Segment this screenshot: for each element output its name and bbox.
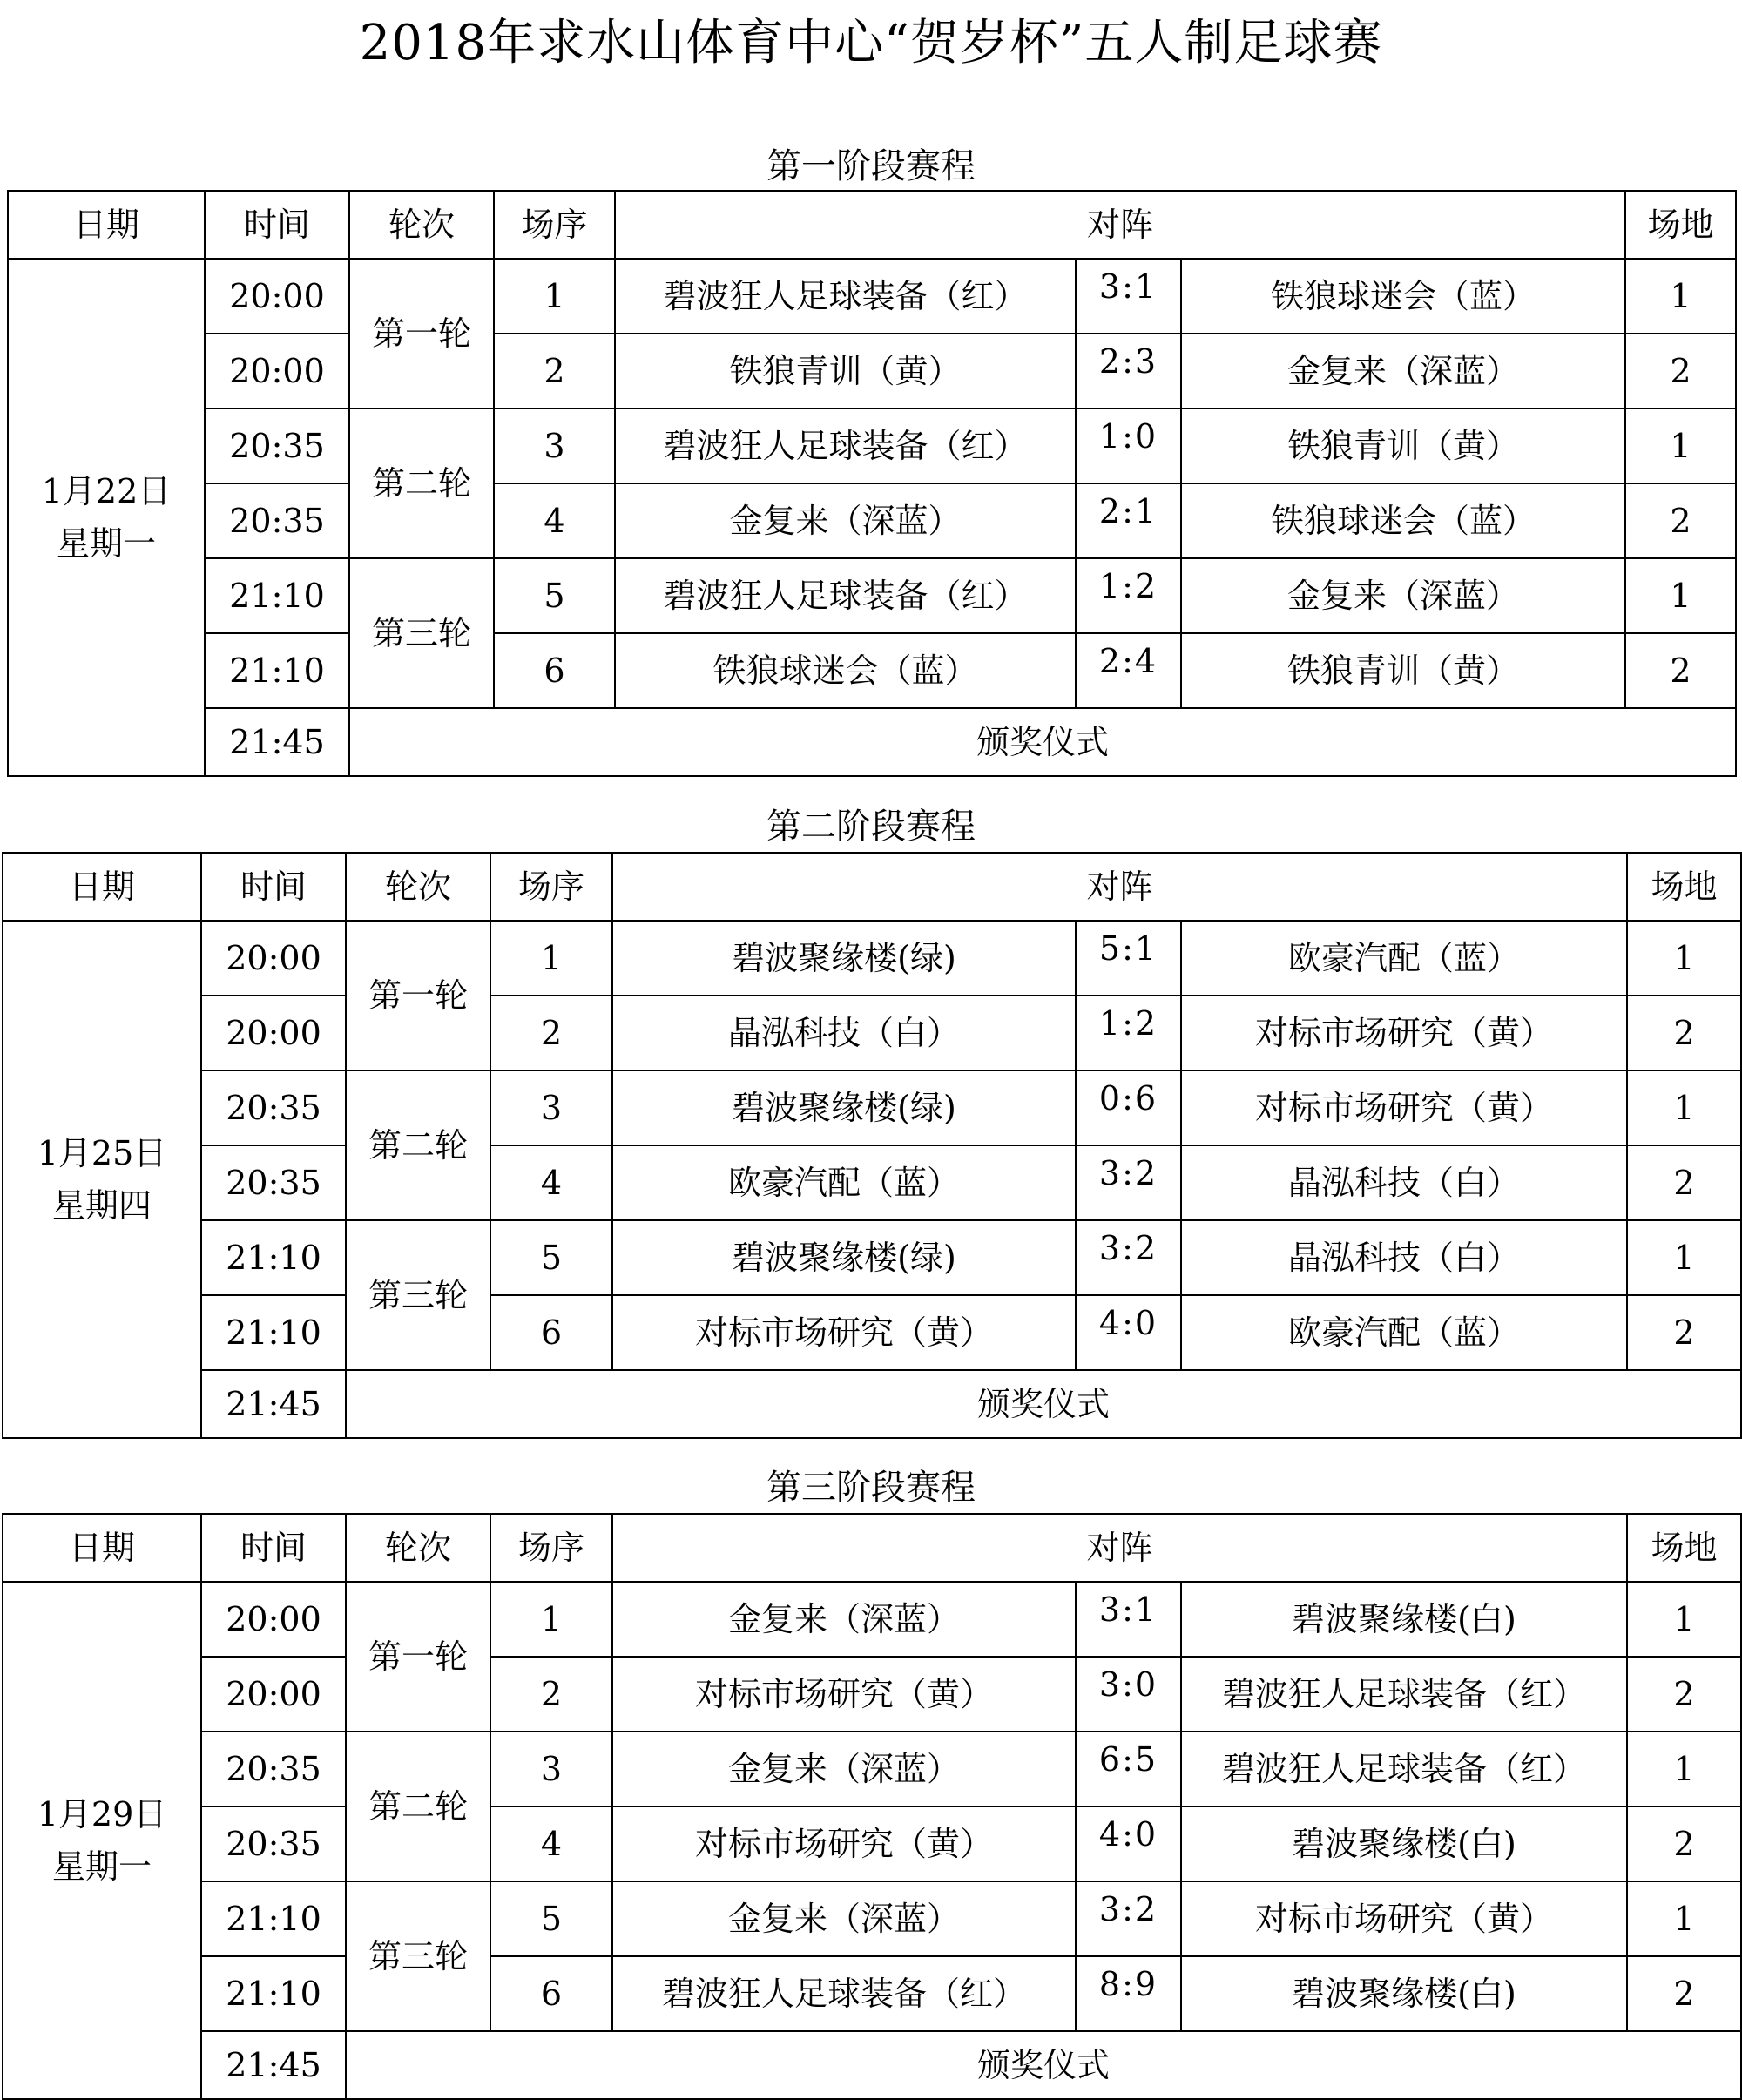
venue-cell: 2 [1625,483,1736,558]
round-cell: 第三轮 [346,1881,490,2031]
away-team-cell: 铁狼青训（黄） [1181,409,1625,483]
round-cell: 第三轮 [346,1220,490,1370]
table-row [8,483,1736,558]
away-team-cell: 铁狼青训（黄） [1181,633,1625,708]
time-cell: 21:45 [201,1370,346,1438]
round-cell: 第一轮 [349,259,494,409]
round-cell: 第二轮 [346,1732,490,1881]
score-cell: 3:2 [1076,1145,1181,1220]
venue-cell: 2 [1627,1956,1741,2031]
time-cell: 20:00 [205,259,349,334]
venue-cell: 2 [1627,1806,1741,1881]
stage-3-schedule-table [2,1513,1742,2100]
score-cell: 2:1 [1076,483,1181,558]
home-team-cell: 碧波聚缘楼(绿) [612,921,1076,996]
home-team-cell: 对标市场研究（黄） [612,1806,1076,1881]
score-cell: 1:0 [1076,409,1181,483]
header-match: 对阵 [612,853,1627,921]
weekday-text: 星期一 [51,1847,152,1886]
header-row [3,853,1741,921]
score-cell: 3:2 [1076,1881,1181,1956]
ceremony-cell: 颁奖仪式 [346,1370,1741,1438]
score-cell: 3:1 [1076,259,1181,334]
table-row [8,558,1736,633]
stage-3-title: 第三阶段赛程 [766,1468,976,1508]
header-date: 日期 [3,853,201,921]
score-cell: 1:2 [1076,996,1181,1070]
order-cell: 4 [490,1806,612,1881]
time-cell: 20:35 [205,483,349,558]
header-time: 时间 [201,853,346,921]
table-row [3,1956,1741,2031]
table-row [3,1732,1741,1806]
venue-cell: 1 [1625,259,1736,334]
venue-cell: 1 [1627,1070,1741,1145]
table-row [8,409,1736,483]
table-row [3,1582,1741,1657]
time-cell: 20:35 [201,1732,346,1806]
time-cell: 20:00 [205,334,349,409]
date-text: 1月29日 [37,1795,167,1833]
header-row [3,1514,1741,1582]
order-cell: 5 [494,558,615,633]
away-team-cell: 对标市场研究（黄） [1181,996,1627,1070]
score-cell: 2:4 [1076,633,1181,708]
ceremony-row [3,2031,1741,2099]
header-date: 日期 [8,191,205,259]
score-cell: 5:1 [1076,921,1181,996]
ceremony-cell: 颁奖仪式 [346,2031,1741,2099]
away-team-cell: 对标市场研究（黄） [1181,1070,1627,1145]
time-cell: 21:10 [201,1220,346,1295]
header-round: 轮次 [346,853,490,921]
home-team-cell: 碧波狂人足球装备（红） [612,1956,1076,2031]
order-cell: 2 [494,334,615,409]
home-team-cell: 碧波狂人足球装备（红） [615,409,1076,483]
score-cell: 3:1 [1076,1582,1181,1657]
table-row [3,1295,1741,1370]
score-cell: 4:0 [1076,1295,1181,1370]
order-cell: 1 [490,921,612,996]
venue-cell: 1 [1627,921,1741,996]
venue-cell: 2 [1625,334,1736,409]
order-cell: 5 [490,1220,612,1295]
order-cell: 1 [490,1582,612,1657]
venue-cell: 1 [1625,409,1736,483]
header-venue: 场地 [1627,1514,1741,1582]
page-title: 2018年求水山体育中心“贺岁杯”五人制足球赛 [359,15,1383,71]
away-team-cell: 碧波聚缘楼(白) [1181,1582,1627,1657]
away-team-cell: 欧豪汽配（蓝） [1181,921,1627,996]
away-team-cell: 金复来（深蓝） [1181,558,1625,633]
time-cell: 21:45 [201,2031,346,2099]
time-cell: 20:35 [201,1070,346,1145]
stage-2-title: 第二阶段赛程 [766,807,976,847]
date-text: 1月25日 [37,1134,167,1172]
away-team-cell: 金复来（深蓝） [1181,334,1625,409]
header-venue: 场地 [1625,191,1736,259]
round-cell: 第二轮 [349,409,494,558]
header-order: 场序 [490,1514,612,1582]
table-row [3,996,1741,1070]
order-cell: 3 [490,1070,612,1145]
table-row [8,259,1736,334]
table-row [3,1145,1741,1220]
home-team-cell: 对标市场研究（黄） [612,1657,1076,1732]
header-time: 时间 [205,191,349,259]
away-team-cell: 铁狼球迷会（蓝） [1181,483,1625,558]
time-cell: 20:00 [201,921,346,996]
round-cell: 第二轮 [346,1070,490,1220]
date-cell [8,259,205,776]
time-cell: 20:35 [205,409,349,483]
date-cell [3,921,201,1438]
home-team-cell: 金复来（深蓝） [615,483,1076,558]
table-row [3,1806,1741,1881]
header-row [8,191,1736,259]
venue-cell: 2 [1627,1145,1741,1220]
home-team-cell: 碧波聚缘楼(绿) [612,1220,1076,1295]
home-team-cell: 金复来（深蓝） [612,1732,1076,1806]
away-team-cell: 碧波狂人足球装备（红） [1181,1732,1627,1806]
header-order: 场序 [494,191,615,259]
time-cell: 20:00 [201,996,346,1070]
venue-cell: 2 [1627,996,1741,1070]
order-cell: 5 [490,1881,612,1956]
venue-cell: 1 [1627,1732,1741,1806]
weekday-text: 星期四 [51,1186,152,1225]
time-cell: 21:10 [205,558,349,633]
order-cell: 4 [494,483,615,558]
time-cell: 21:10 [205,633,349,708]
table-row [3,1220,1741,1295]
header-match: 对阵 [615,191,1625,259]
round-cell: 第三轮 [349,558,494,708]
stage-2-schedule-table [2,852,1742,1439]
order-cell: 2 [490,1657,612,1732]
header-date: 日期 [3,1514,201,1582]
order-cell: 6 [494,633,615,708]
home-team-cell: 晶泓科技（白） [612,996,1076,1070]
table-row [3,921,1741,996]
score-cell: 6:5 [1076,1732,1181,1806]
away-team-cell: 铁狼球迷会（蓝） [1181,259,1625,334]
order-cell: 3 [490,1732,612,1806]
score-cell: 0:6 [1076,1070,1181,1145]
table-row [8,334,1736,409]
stage-1-schedule-table [7,190,1737,777]
header-match: 对阵 [612,1514,1627,1582]
away-team-cell: 碧波聚缘楼(白) [1181,1956,1627,2031]
away-team-cell: 晶泓科技（白） [1181,1145,1627,1220]
score-cell: 2:3 [1076,334,1181,409]
round-cell: 第一轮 [346,921,490,1070]
time-cell: 20:00 [201,1657,346,1732]
order-cell: 1 [494,259,615,334]
home-team-cell: 铁狼青训（黄） [615,334,1076,409]
table-row [3,1070,1741,1145]
table-row [3,1657,1741,1732]
home-team-cell: 碧波狂人足球装备（红） [615,259,1076,334]
round-cell: 第一轮 [346,1582,490,1732]
order-cell: 2 [490,996,612,1070]
time-cell: 20:00 [201,1582,346,1657]
away-team-cell: 欧豪汽配（蓝） [1181,1295,1627,1370]
away-team-cell: 碧波聚缘楼(白) [1181,1806,1627,1881]
venue-cell: 1 [1627,1881,1741,1956]
home-team-cell: 金复来（深蓝） [612,1582,1076,1657]
venue-cell: 1 [1627,1220,1741,1295]
table-row [8,633,1736,708]
home-team-cell: 欧豪汽配（蓝） [612,1145,1076,1220]
order-cell: 6 [490,1956,612,2031]
ceremony-row [8,708,1736,776]
score-cell: 3:0 [1076,1657,1181,1732]
header-venue: 场地 [1627,853,1741,921]
score-cell: 3:2 [1076,1220,1181,1295]
home-team-cell: 碧波聚缘楼(绿) [612,1070,1076,1145]
venue-cell: 1 [1625,558,1736,633]
ceremony-row [3,1370,1741,1438]
away-team-cell: 晶泓科技（白） [1181,1220,1627,1295]
score-cell: 8:9 [1076,1956,1181,2031]
score-cell: 4:0 [1076,1806,1181,1881]
header-round: 轮次 [349,191,494,259]
time-cell: 20:35 [201,1806,346,1881]
date-cell [3,1582,201,2099]
home-team-cell: 碧波狂人足球装备（红） [615,558,1076,633]
home-team-cell: 铁狼球迷会（蓝） [615,633,1076,708]
venue-cell: 2 [1627,1657,1741,1732]
header-round: 轮次 [346,1514,490,1582]
home-team-cell: 对标市场研究（黄） [612,1295,1076,1370]
venue-cell: 2 [1625,633,1736,708]
ceremony-cell: 颁奖仪式 [349,708,1736,776]
stage-1-title: 第一阶段赛程 [766,146,976,186]
time-cell: 21:10 [201,1295,346,1370]
away-team-cell: 碧波狂人足球装备（红） [1181,1657,1627,1732]
time-cell: 20:35 [201,1145,346,1220]
time-cell: 21:10 [201,1881,346,1956]
order-cell: 6 [490,1295,612,1370]
order-cell: 3 [494,409,615,483]
weekday-text: 星期一 [56,524,156,563]
time-cell: 21:10 [201,1956,346,2031]
away-team-cell: 对标市场研究（黄） [1181,1881,1627,1956]
venue-cell: 1 [1627,1582,1741,1657]
venue-cell: 2 [1627,1295,1741,1370]
date-text: 1月22日 [41,472,172,510]
score-cell: 1:2 [1076,558,1181,633]
header-order: 场序 [490,853,612,921]
order-cell: 4 [490,1145,612,1220]
header-time: 时间 [201,1514,346,1582]
home-team-cell: 金复来（深蓝） [612,1881,1076,1956]
time-cell: 21:45 [205,708,349,776]
table-row [3,1881,1741,1956]
